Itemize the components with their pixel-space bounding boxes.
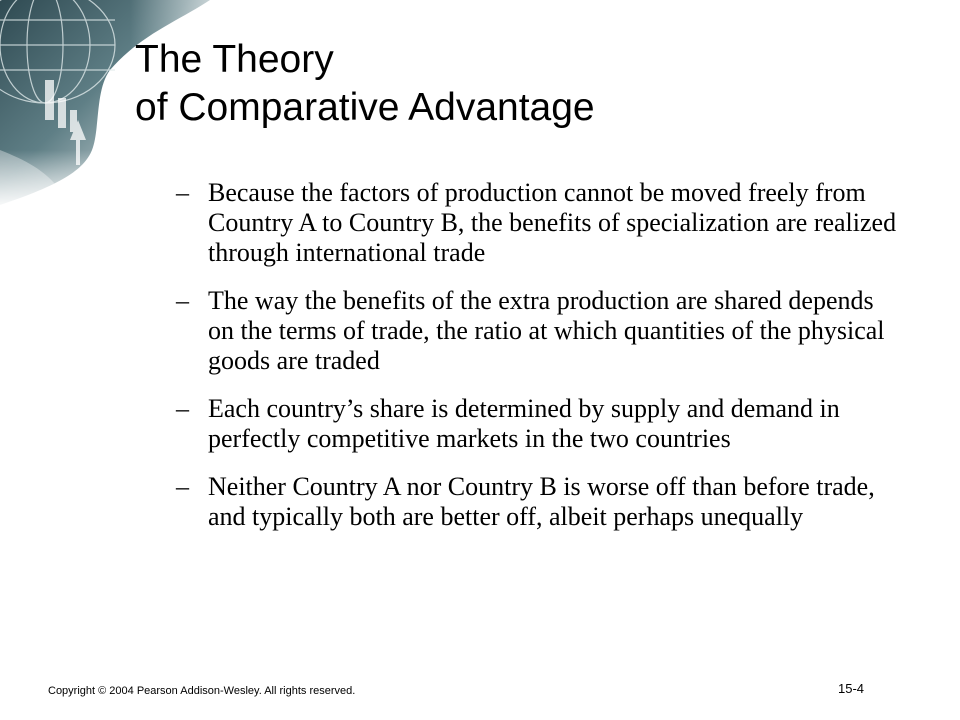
bullet-item — [176, 472, 906, 532]
copyright-notice: Copyright © 2004 Pearson Addison-Wesley. All rights reserved. — [48, 685, 356, 697]
bullet-item — [176, 178, 906, 268]
slide-title-line-2: of Comparative Advantage — [135, 86, 595, 129]
bullet-text: Each country’s share is determined by supply and demand in perfectly competitive markets in the two countries — [208, 394, 840, 453]
slide-title — [135, 36, 595, 132]
bullet-item — [176, 394, 906, 454]
bullet-item — [176, 286, 906, 376]
bullet-dash: – — [176, 178, 189, 207]
bullet-dash: – — [176, 286, 189, 315]
bullet-text: Neither Country A nor Country B is worse off than before trade, and typically both are better off, albeit perhaps unequally — [208, 472, 875, 531]
bullet-text: The way the benefits of the extra production are shared depends on the terms of trade, the ratio at which quantities of the physical goods are traded — [208, 286, 885, 375]
slide-title-line-1: The Theory — [135, 38, 334, 81]
bullet-list — [176, 178, 906, 550]
bullet-text: Because the factors of production cannot be moved freely from Country A to Country B, the benefits of specialization are realized through international trade — [208, 178, 897, 267]
bullet-dash: – — [176, 394, 189, 423]
bullet-dash: – — [176, 472, 189, 501]
page-number: 15-4 — [838, 681, 865, 696]
